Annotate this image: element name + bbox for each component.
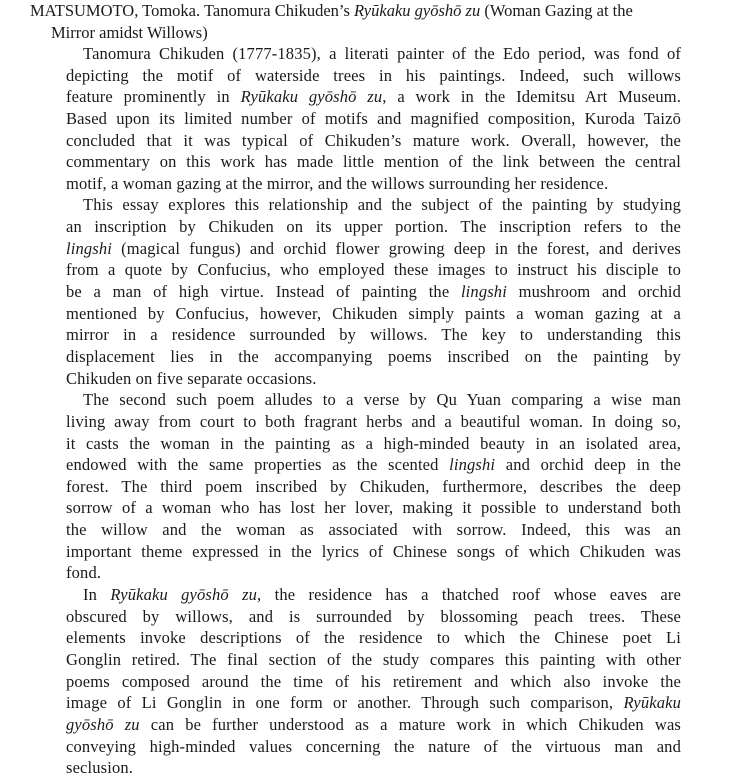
text-run: mushroom and orchid xyxy=(506,282,681,302)
text-line xyxy=(66,259,681,281)
text-line xyxy=(66,736,681,758)
text-run: concluded that it was typical of Chikuden’s mature work. Overall, however, the xyxy=(66,130,681,150)
text-run: commentary on this work has made little mention of the link between the central xyxy=(66,152,681,172)
text-line xyxy=(66,194,681,216)
text-run: Chikuden on five separate occasions. xyxy=(66,368,317,388)
italic-text: Ryūkaku gyōshō zu xyxy=(110,585,258,605)
text-run: from a quote by Confucius, who employed these images to instruct his disciple to xyxy=(66,260,681,280)
text-run: This essay explores this relationship and the subject of the painting by studying xyxy=(83,195,681,215)
text-run: elements invoke descriptions of the residence to which the Chinese poet Li xyxy=(66,628,681,648)
text-run: (magical fungus) and orchid flower growing deep in the forest, and derives xyxy=(111,238,681,258)
text-run: it casts the woman in the painting as a high-minded beauty in an isolated area, xyxy=(66,433,681,453)
text-line xyxy=(66,65,681,87)
text-line xyxy=(66,151,681,173)
text-run: depicting the motif of waterside trees in his paintings. Indeed, such willows xyxy=(66,65,681,85)
italic-text: lingshi xyxy=(66,238,112,258)
text-line xyxy=(66,108,681,130)
heading-title-italic: Ryūkaku gyōshō zu xyxy=(354,1,481,20)
text-line xyxy=(66,519,681,541)
heading-line xyxy=(30,0,745,22)
article-heading xyxy=(30,0,745,43)
text-line xyxy=(66,454,681,476)
text-line xyxy=(66,281,681,303)
text-run: an inscription by Chikuden on its upper portion. The inscription refers to the xyxy=(66,217,681,237)
italic-text: Ryūkaku xyxy=(623,693,681,713)
text-run: , the residence has a thatched roof whose eaves are xyxy=(257,585,682,605)
text-line xyxy=(66,238,681,260)
text-line xyxy=(66,627,681,649)
text-line xyxy=(66,541,681,563)
text-line xyxy=(66,86,681,108)
text-line xyxy=(66,303,681,325)
text-line xyxy=(66,476,681,498)
text-run: the willow and the woman as associated with sorrow. Indeed, this was an xyxy=(66,520,681,540)
heading-author: MATSUMOTO, Tomoka. Tanomura Chikuden’s xyxy=(30,1,355,20)
text-line xyxy=(66,497,681,519)
text-line xyxy=(66,649,681,671)
italic-text: Ryūkaku gyōshō zu xyxy=(240,87,383,107)
text-run: living away from court to both fragrant herbs and a beautiful woman. In doing so, xyxy=(66,411,681,431)
text-line xyxy=(66,606,681,628)
text-line xyxy=(66,584,681,606)
text-run: endowed with the same properties as the scented xyxy=(66,455,450,475)
text-line xyxy=(66,43,681,65)
text-run: motif, a woman gazing at the mirror, and the willows surrounding her residence. xyxy=(66,173,609,193)
text-run: mentioned by Confucius, however, Chikuden simply paints a woman gazing at a xyxy=(66,303,681,323)
text-line xyxy=(66,368,681,390)
text-run: Based upon its limited number of motifs and magnified composition, Kuroda Taizō xyxy=(66,108,681,128)
italic-text: lingshi xyxy=(460,282,507,302)
text-run: In xyxy=(83,585,111,605)
heading-subtitle-cont: Mirror amidst Willows) xyxy=(51,22,208,42)
text-run: The second such poem alludes to a verse by Qu Yuan comparing a wise man xyxy=(83,390,681,410)
text-run: feature prominently in xyxy=(66,87,241,107)
paragraph xyxy=(66,584,681,779)
text-run: seclusion. xyxy=(66,758,134,778)
abstract-body xyxy=(66,43,681,779)
text-line xyxy=(66,173,681,195)
text-run: can be further understood as a mature work in which Chikuden was xyxy=(139,714,681,734)
text-run: forest. The third poem inscribed by Chikuden, furthermore, describes the deep xyxy=(66,476,681,496)
text-line xyxy=(66,216,681,238)
text-run: be a man of high virtue. Instead of painting the xyxy=(66,282,461,302)
text-line xyxy=(66,324,681,346)
text-line xyxy=(66,757,681,779)
heading-subtitle: (Woman Gazing at the xyxy=(480,1,633,20)
text-line xyxy=(66,346,681,368)
heading-line xyxy=(30,22,745,44)
text-run: poems composed around the time of his retirement and which also invoke the xyxy=(66,671,681,691)
text-run: mirror in a residence surrounded by willows. The key to understanding this xyxy=(66,325,681,345)
paragraph xyxy=(66,194,681,389)
text-run: Tanomura Chikuden (1777-1835), a literati painter of the Edo period, was fond of xyxy=(83,44,681,63)
text-line xyxy=(66,389,681,411)
text-line xyxy=(66,130,681,152)
text-run: fond. xyxy=(66,563,102,583)
italic-text: lingshi xyxy=(449,455,496,475)
text-line xyxy=(66,433,681,455)
text-line xyxy=(66,562,681,584)
italic-text: gyōshō zu xyxy=(66,714,140,734)
text-run: conveying high-minded values concerning the nature of the virtuous man and xyxy=(66,736,681,756)
text-line xyxy=(66,671,681,693)
text-line xyxy=(66,692,681,714)
text-run: , a work in the Idemitsu Art Museum. xyxy=(382,87,682,107)
paragraph xyxy=(66,389,681,584)
text-run: important theme expressed in the lyrics of Chinese songs of which Chikuden was xyxy=(66,541,681,561)
text-run: and orchid deep in the xyxy=(495,455,681,475)
text-run: displacement lies in the accompanying poems inscribed on the painting by xyxy=(66,346,681,366)
text-run: Gonglin retired. The final section of the study compares this painting with other xyxy=(66,649,681,669)
text-run: sorrow of a woman who has lost her lover, making it possible to understand both xyxy=(66,498,681,518)
text-run: image of Li Gonglin in one form or another. Through such comparison, xyxy=(66,693,624,713)
text-line xyxy=(66,411,681,433)
text-run: obscured by willows, and is surrounded by blossoming peach trees. These xyxy=(66,606,681,626)
text-line xyxy=(66,714,681,736)
paragraph xyxy=(66,43,681,194)
